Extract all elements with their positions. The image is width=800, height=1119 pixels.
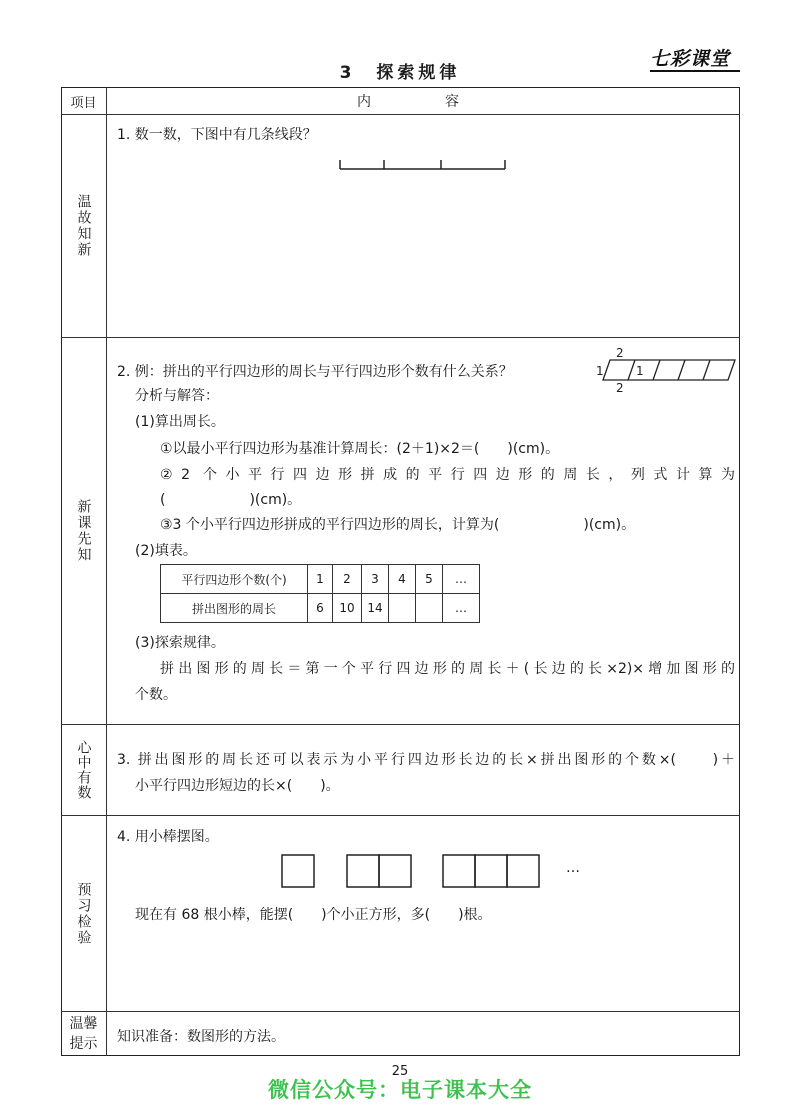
rule-line-1: 拼出图形的周长＝第一个平行四边形的周长＋(长边的长×2)×增加图形的 (160, 661, 735, 677)
pattern-ellipsis: … (566, 860, 580, 876)
stick-square (347, 855, 379, 887)
parallelogram-divider (703, 360, 710, 380)
table-row-header: 平行四边形个数(个) (161, 565, 308, 594)
stick-squares-figure (280, 853, 550, 889)
question-3-line1: 3. 拼出图形的周长还可以表示为小平行四边形长边的长×拼出图形的个数×( )＋ (117, 752, 735, 768)
figure-label-inner: 1 (636, 364, 644, 378)
table-cell: 2 (333, 565, 362, 594)
rule-line-2: 个数。 (135, 687, 177, 703)
table-row (161, 565, 480, 594)
table-cell[interactable] (389, 594, 416, 623)
step-1: (1)算出周长。 (135, 414, 225, 430)
question-4: 4. 用小棒摆图。 (117, 829, 219, 845)
question-4-text: 现在有 68 根小棒，能摆( )个小正方形，多( )根。 (135, 907, 492, 923)
table-cell: 5 (416, 565, 443, 594)
step-3: (3)探索规律。 (135, 635, 225, 651)
section-label-mind (61, 725, 106, 815)
page-title: 3 探索规律 (339, 63, 461, 83)
table-cell: 10 (333, 594, 362, 623)
brand-logo: 七彩课堂 (650, 48, 731, 70)
question-1: 1. 数一数，下图中有几条线段？ (117, 127, 317, 143)
section-label-text: 预习检验 (75, 881, 92, 946)
step-2: (2)填表。 (135, 543, 197, 559)
figure-label-left: 1 (596, 364, 604, 378)
table-cell: … (443, 565, 480, 594)
parallelogram-divider (678, 360, 685, 380)
watermark: 微信公众号：电子课本大全 (268, 1078, 532, 1102)
table-row (161, 594, 480, 623)
header-item-label: 项目 (70, 96, 97, 111)
table-cell[interactable] (416, 594, 443, 623)
row-divider (61, 724, 740, 725)
question-3-line2: 小平行四边形短边的长×( )。 (135, 778, 340, 794)
parallelogram-divider (628, 360, 635, 380)
tip-text: 知识准备：数图形的方法。 (117, 1029, 285, 1045)
column-divider (106, 87, 107, 1056)
section-label-preview (61, 816, 106, 1011)
header-content-label: 内 容 (357, 94, 489, 110)
row-divider (61, 114, 740, 115)
analysis-heading: 分析与解答： (135, 388, 219, 404)
stick-square (379, 855, 411, 887)
section-label-text: 温故知新 (75, 194, 92, 258)
step-1-c: ③3 个小平行四边形拼成的平行四边形的周长，计算为( )(cm)。 (160, 517, 636, 533)
row-divider (61, 1011, 740, 1012)
section-label-review (61, 115, 106, 337)
parallelogram-strip (603, 360, 735, 380)
figure-label-bottom: 2 (616, 381, 624, 395)
step-1-b-line2: ( )(cm)。 (160, 492, 302, 508)
section-label-text: 温馨提示 (69, 1016, 98, 1052)
table-cell: 14 (362, 594, 389, 623)
table-cell: 1 (308, 565, 333, 594)
stick-square (443, 855, 475, 887)
row-divider (61, 815, 740, 816)
table-cell: 6 (308, 594, 333, 623)
table-cell: … (443, 594, 480, 623)
line-segment-figure (338, 155, 508, 175)
fill-in-table (160, 564, 480, 623)
stick-square (282, 855, 314, 887)
section-label-tip (61, 1012, 106, 1056)
figure-label-top: 2 (616, 346, 624, 360)
section-label-text: 新课先知 (75, 499, 92, 563)
step-1-b-line1: ②2 个小平行四边形拼成的平行四边形的周长，列式计算为 (160, 467, 735, 483)
brand-underline (650, 70, 740, 72)
table-cell: 3 (362, 565, 389, 594)
table-row-header: 拼出图形的周长 (161, 594, 308, 623)
question-2: 2. 例：拼出的平行四边形的周长与平行四边形个数有什么关系？ (117, 364, 513, 380)
stick-square (475, 855, 507, 887)
parallelogram-divider (653, 360, 660, 380)
section-label-text: 心中有数 (75, 740, 92, 800)
row-divider (61, 337, 740, 338)
page-number: 25 (391, 1064, 409, 1079)
stick-square (507, 855, 539, 887)
section-label-new (61, 338, 106, 724)
step-1-a: ①以最小平行四边形为基准计算周长：(2＋1)×2＝( )(cm)。 (160, 441, 560, 457)
table-cell: 4 (389, 565, 416, 594)
parallelogram-figure (596, 345, 742, 395)
